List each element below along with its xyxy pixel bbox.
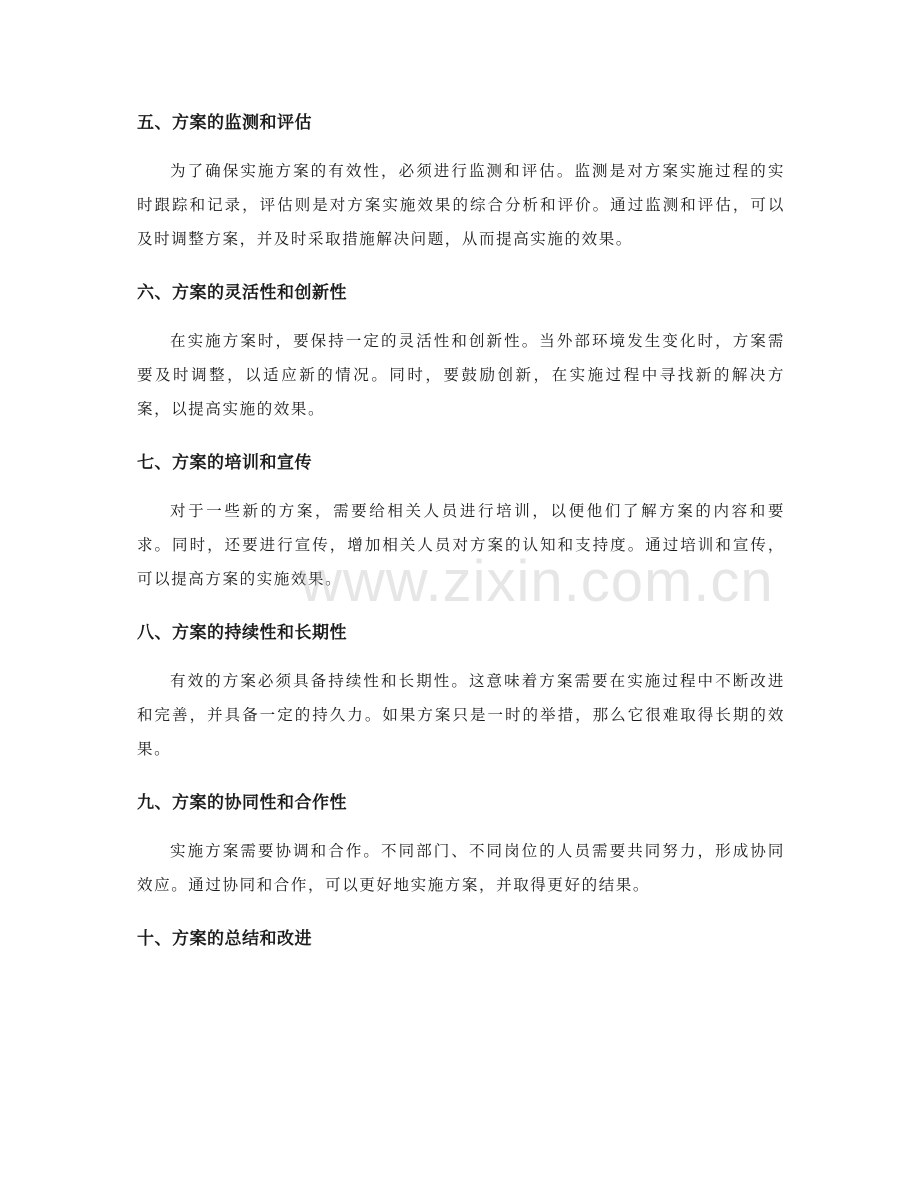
section-body-6: 在实施方案时，要保持一定的灵活性和创新性。当外部环境发生变化时，方案需要及时调整，以适应新的情况。同时，要鼓励创新，在实施过程中寻找新的解决方案，以提高实施的效果。 xyxy=(137,332,785,418)
section-body-9: 实施方案需要协调和合作。不同部门、不同岗位的人员需要共同努力，形成协同效应。通过协同和合作，可以更好地实施方案，并取得更好的结果。 xyxy=(137,842,785,894)
section-body-8: 有效的方案必须具备持续性和长期性。这意味着方案需要在实施过程中不断改进和完善，并具备一定的持久力。如果方案只是一时的举措，那么它很难取得长期的效果。 xyxy=(137,672,785,758)
document-content xyxy=(137,108,785,954)
section-body-7: 对于一些新的方案，需要给相关人员进行培训，以便他们了解方案的内容和要求。同时，还要进行宣传，增加相关人员对方案的认知和支持度。通过培训和宣传，可以提高方案的实施效果。 xyxy=(137,502,785,588)
section-heading-6: 六、方案的灵活性和创新性 xyxy=(137,283,347,303)
section-heading-9: 九、方案的协同性和合作性 xyxy=(137,793,347,813)
section-heading-7: 七、方案的培训和宣传 xyxy=(137,453,312,473)
section-heading-8: 八、方案的持续性和长期性 xyxy=(137,623,347,643)
section-body-5: 为了确保实施方案的有效性，必须进行监测和评估。监测是对方案实施过程的实时跟踪和记录，评估则是对方案实施效果的综合分析和评价。通过监测和评估，可以及时调整方案，并及时采取措施解决问题，从而提高实施的效果。 xyxy=(137,162,785,248)
section-heading-10: 十、方案的总结和改进 xyxy=(137,929,312,949)
watermark: www.zixin.com.cn xyxy=(300,549,774,614)
section-heading-5: 五、方案的监测和评估 xyxy=(137,113,312,133)
